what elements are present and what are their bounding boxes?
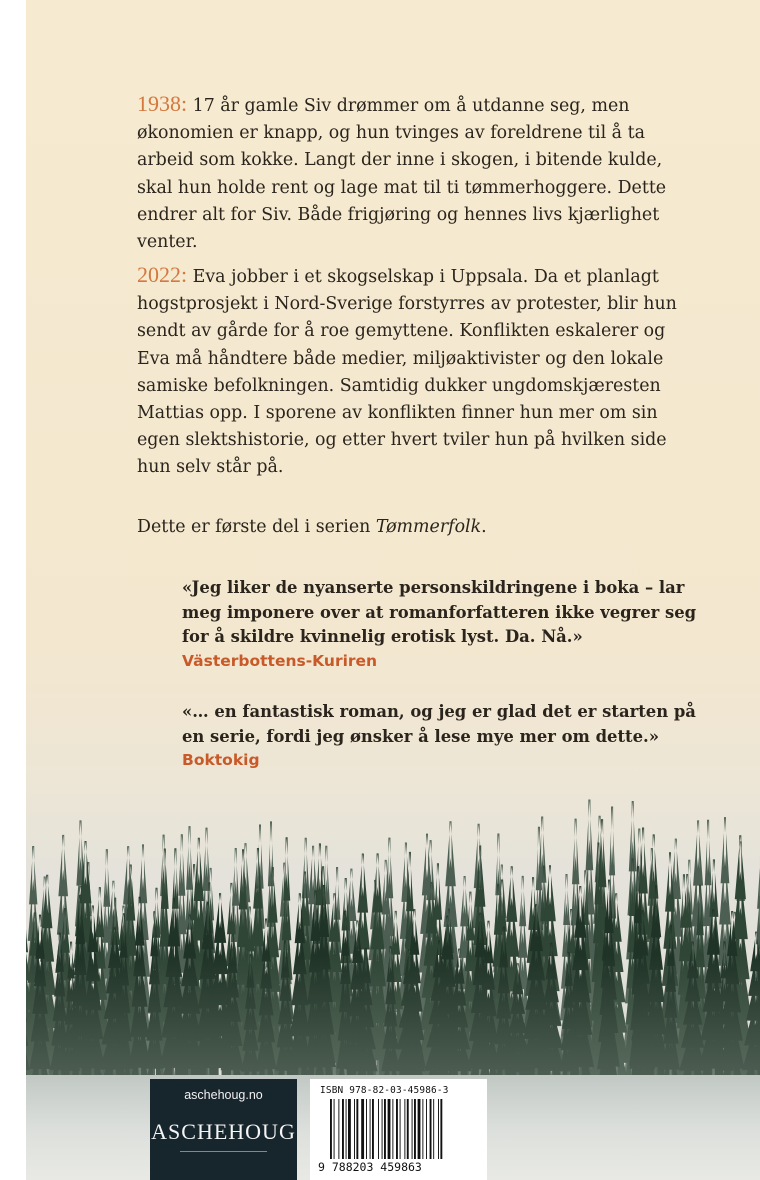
series-note [137,514,697,541]
isbn-barcode [310,1079,487,1180]
quote-text: «… en fantastisk roman, og jeg er glad det er starten på en serie, fordi jeg ønsker å lese mye mer om dette.» [182,702,696,746]
logo-underline [180,1151,267,1152]
publisher-box [150,1079,297,1180]
blurb-text-2022: Eva jobber i et skogselskap i Uppsala. Da et planlagt hogstprosjekt i Nord-Sverige forstyrres av protester, blir hun sendt av gårde for å roe gemyttene. Konflikten eskalerer og Eva må håndtere både medier, miljøaktivister og den lokale samiske befolkningen. Samtidig dukker ungdomskjæresten Mattias opp. I sporene av konflikten finner hun mer om sin egen slektshistorie, og etter hvert tviler hun på hvilken side hun selv står på. [137,267,677,478]
series-note-suffix: . [481,517,487,537]
review-quote-2 [182,700,702,771]
back-cover [26,0,760,1180]
quote-source: Boktokig [182,751,260,769]
series-note-prefix: Dette er første del i serien [137,517,376,537]
series-title: Tømmerfolk [375,517,482,537]
year-1938: 1938: [137,91,188,116]
review-quote-1 [182,576,702,672]
blurb-paragraph-2022 [137,261,697,482]
publisher-url[interactable]: aschehoug.no [184,1088,263,1102]
quote-source: Västerbottens-Kuriren [182,651,378,670]
blurb-paragraph-1938 [137,90,697,256]
year-2022: 2022: [137,262,188,287]
quote-text: «Jeg liker de nyanserte personskildringene i boka – lar meg imponere over at romanforfatteren ikke vegrer seg for å skildre kvinnelig erotisk lyst. Da. Nå.» [182,578,697,646]
blurb-text-1938: 17 år gamle Siv drømmer om å utdanne seg, men økonomien er knapp, og hun tvinges av foreldrene til å ta arbeid som kokke. Langt der inne i skogen, i bitende kulde, skal hun holde rent og lage mat til ti tømmerhoggere. Dette endrer alt for Siv. Både frigjøring og hennes livs kjærlighet venter. [137,96,667,253]
isbn-digits: 9 788203 459863 [318,1160,422,1174]
isbn-label: ISBN 978-82-03-45986-3 [320,1085,449,1096]
publisher-logo: ASCHEHOUG [151,1119,296,1144]
